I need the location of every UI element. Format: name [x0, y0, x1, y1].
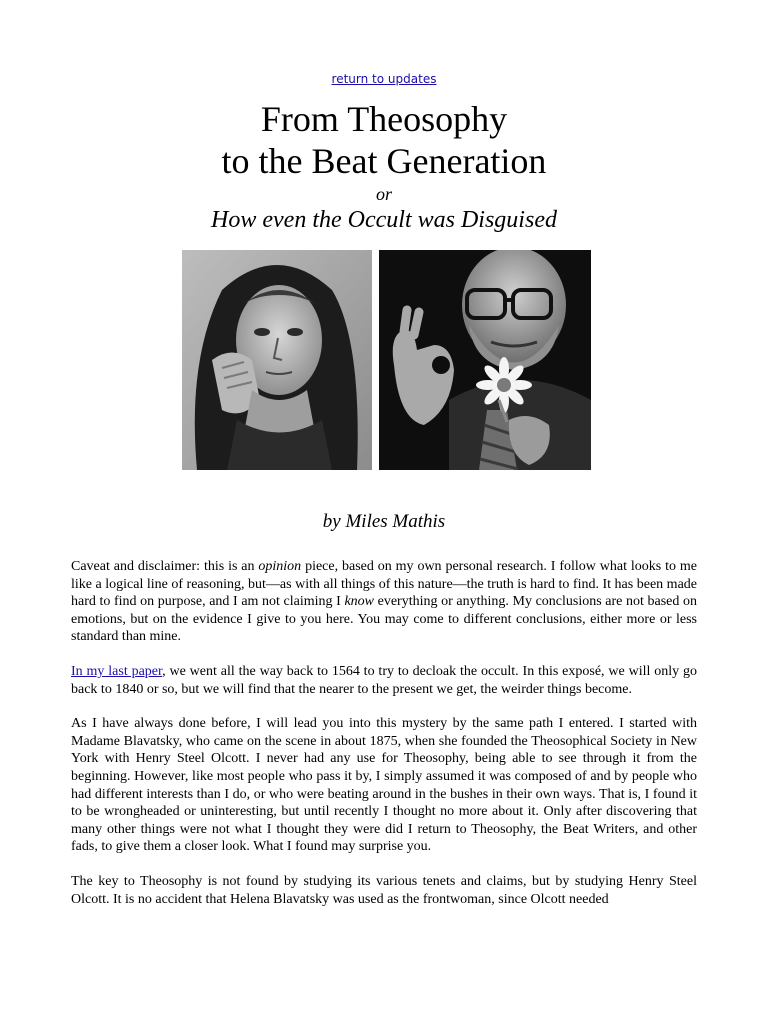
paragraph-blavatsky: As I have always done before, I will lead you into this mystery by the same path I entered. I started with Madame Blavatsky, who came on the scene in about 1875, when she founded the Theosophical Society in New York with Henry Steel Olcott. I never had any use for Theosophy, being able to see through it from the beginning. However, like most people who pass it by, I simply assumed it was composed of and by people who had different interests than I do, or who were beating around in the bushes in their own ways. That is, I found it to be wrongheaded or uninteresting, but until recently I thought no more about it. Only after discovering that many other things were not what I thought they were did I return to Theosophy, the Beat Writers, and other fads, to give them a closer look. What I found may surprise you. [71, 716, 697, 855]
author-byline: by Miles Mathis [322, 511, 446, 532]
intro-text: , we went all the way back to 1564 to try to decloak the occult. In this exposé, we will only go back to 1840 or so, but we will find that the nearer to the present we get, the weirder things become. [71, 663, 697, 697]
caveat-emphasis-opinion: opinion [258, 559, 302, 574]
page-title [0, 98, 768, 182]
caveat-text-3: everything or anything. My conclusions are not based on emotions, but on the evidence I give to you here. You may come to different conclusions, either more or less standard than mine. [71, 594, 697, 645]
caveat-emphasis-know: know [344, 594, 375, 610]
paragraph-caveat [71, 558, 697, 646]
paragraph-intro [71, 663, 697, 698]
or-separator: or [375, 184, 392, 204]
top-nav [0, 72, 768, 86]
ginsberg-portrait-image [379, 250, 591, 470]
blavatsky-portrait-image [182, 250, 372, 470]
caveat-text-2: piece, based on my own personal research. I follow what looks to me like a logical line of reasoning, but—as with all things of this nature—the truth is hard to find. It has been made hard to find on purpose, and I am not claiming I [71, 559, 697, 610]
caveat-text-1: Caveat and disclaimer: this is an [71, 559, 259, 574]
article-body [71, 558, 697, 925]
page-subtitle: How even the Occult was Disguised [211, 207, 557, 233]
paragraph-olcott: The key to Theosophy is not found by studying its various tenets and claims, but by studying Henry Steel Olcott. It is no accident that Helena Blavatsky was used as the frontwoman, since Olcott needed [71, 873, 697, 907]
title-line-2: to the Beat Generation [221, 141, 547, 181]
last-paper-link[interactable]: In my last paper [71, 663, 163, 679]
blavatsky-photo [182, 250, 372, 470]
title-line-1: From Theosophy [260, 99, 508, 139]
ginsberg-photo [379, 250, 591, 470]
return-to-updates-link[interactable]: return to updates [331, 72, 437, 86]
